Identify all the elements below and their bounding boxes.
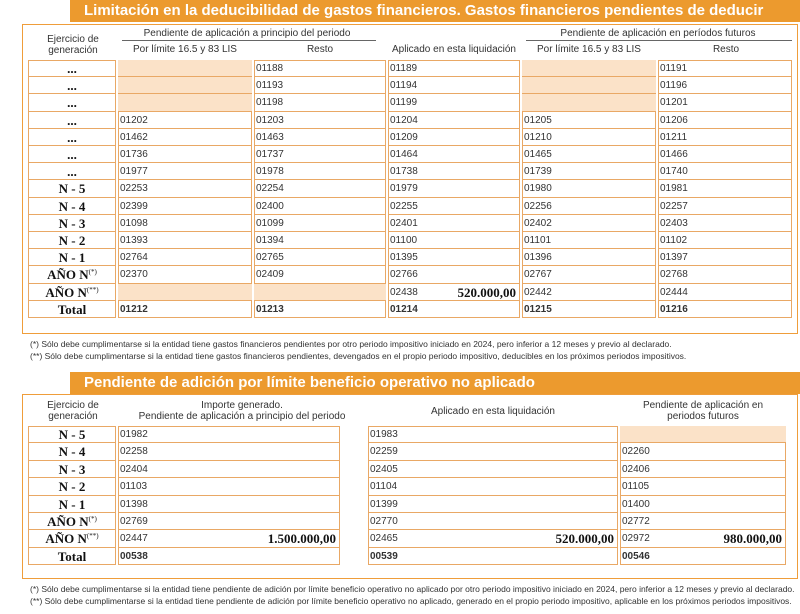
field-code: 01209 (390, 131, 418, 143)
field-code: 02770 (370, 516, 398, 527)
field-code: 02253 (120, 183, 148, 195)
field-cell[interactable] (658, 163, 792, 180)
field-cell[interactable] (254, 266, 386, 283)
field-cell[interactable] (388, 94, 520, 111)
row-label-2 (28, 461, 116, 478)
field-cell[interactable] (118, 496, 340, 513)
row-label-1 (28, 215, 116, 232)
field-code: 01979 (390, 183, 418, 195)
field-code: 01202 (120, 114, 148, 126)
section1-title: Limitación en la deducibilidad de gastos financieros. Gastos financieros pendientes de deducir (70, 0, 800, 22)
field-cell (522, 94, 656, 111)
field-cell[interactable] (118, 301, 252, 318)
field-code: 01213 (256, 303, 284, 315)
hdr-pendiente-principio: Pendiente de aplicación a principio del periodo (143, 28, 351, 39)
field-value: 520.000,00 (457, 284, 516, 300)
field-code: 01104 (370, 481, 398, 493)
field-code: 01400 (622, 498, 650, 510)
field-cell[interactable] (368, 443, 618, 460)
field-code: 02438 (390, 286, 418, 298)
field-cell[interactable] (388, 146, 520, 163)
field-cell[interactable] (522, 284, 656, 301)
hdr-line-2 (526, 40, 792, 41)
field-cell[interactable] (620, 496, 786, 513)
row-label-1 (28, 129, 116, 146)
field-cell[interactable] (658, 301, 792, 318)
field-cell[interactable] (658, 198, 792, 215)
row-label-1 (28, 94, 116, 111)
field-code: 01194 (390, 80, 418, 92)
field-code: 02447 (120, 533, 148, 545)
field-cell[interactable] (522, 198, 656, 215)
field-cell[interactable] (522, 146, 656, 163)
field-cell (118, 60, 252, 77)
field-code: 02465 (370, 533, 398, 545)
field-cell[interactable] (254, 94, 386, 111)
field-cell[interactable] (368, 548, 618, 565)
total-label-1 (28, 301, 116, 318)
field-code: 01981 (660, 183, 688, 195)
row-label-text: AÑO N (47, 514, 89, 529)
field-cell[interactable] (522, 163, 656, 180)
row-label-2 (28, 443, 116, 460)
field-code: 02259 (370, 446, 398, 458)
field-code: 02254 (256, 183, 284, 195)
field-code: 01740 (660, 166, 688, 178)
field-cell[interactable] (522, 215, 656, 232)
field-code: 01978 (256, 166, 284, 178)
field-code: 01983 (370, 429, 398, 440)
row-label-1 (28, 163, 116, 180)
field-code: 01982 (120, 429, 148, 440)
field-cell (522, 60, 656, 77)
row-label-1 (28, 198, 116, 215)
row-label-1 (28, 266, 116, 283)
field-code: 02767 (524, 269, 552, 281)
field-cell[interactable] (388, 77, 520, 94)
field-code: 01215 (524, 303, 552, 315)
field-cell[interactable] (658, 266, 792, 283)
field-cell[interactable] (118, 478, 340, 495)
field-cell (118, 284, 252, 301)
field-code: 01210 (524, 131, 552, 143)
field-code: 02402 (524, 217, 552, 229)
field-cell[interactable] (118, 180, 252, 197)
row-label-2 (28, 513, 116, 530)
field-cell[interactable] (118, 163, 252, 180)
section-adicion (0, 370, 800, 614)
row-label-1 (28, 249, 116, 266)
field-code: 01394 (256, 235, 284, 246)
field-cell[interactable] (254, 198, 386, 215)
field-cell[interactable] (254, 163, 386, 180)
field-code: 01105 (622, 481, 650, 493)
field-cell[interactable] (658, 232, 792, 249)
field-cell[interactable] (620, 478, 786, 495)
field-cell[interactable] (388, 284, 520, 301)
field-code: 02766 (390, 269, 418, 281)
section2-title: Pendiente de adición por límite beneficio operativo no aplicado (70, 372, 800, 394)
field-code: 01398 (120, 498, 148, 510)
field-code: 01212 (120, 303, 148, 315)
field-code: 01399 (370, 498, 398, 510)
field-code: 02406 (622, 463, 650, 475)
field-code: 01393 (120, 235, 148, 246)
row-label-text: AÑO N (45, 284, 87, 300)
hdr-resto: Resto (306, 44, 334, 55)
field-code: 02370 (120, 269, 148, 281)
field-code: 01099 (256, 217, 284, 229)
row-label-1 (28, 112, 116, 129)
field-cell[interactable] (254, 77, 386, 94)
field-code: 01101 (524, 235, 552, 246)
row-label-text: N - 3 (58, 461, 86, 477)
field-cell[interactable] (658, 249, 792, 266)
field-cell[interactable] (118, 249, 252, 266)
field-code: 02764 (120, 252, 148, 264)
note2-a: (*) Sólo debe cumplimentarse si la entidad tiene pendiente de adición por límite beneficio operativo no aplicado por otro periodo impositivo iniciado en 2024, pero inferior a 12 meses y previo al declarado. (30, 584, 795, 594)
field-cell[interactable] (118, 426, 340, 443)
field-cell[interactable] (388, 163, 520, 180)
field-cell[interactable] (620, 461, 786, 478)
row-label-text: N - 2 (58, 233, 86, 248)
field-code: 02409 (256, 269, 284, 281)
field-cell[interactable] (254, 146, 386, 163)
field-code: 01103 (120, 481, 148, 493)
hdr-por-limite-f: Por límite 16.5 y 83 LIS (537, 44, 641, 55)
row-label-1 (28, 77, 116, 94)
field-cell[interactable] (620, 443, 786, 460)
field-code: 01463 (256, 131, 284, 143)
row-label-text: N - 5 (58, 427, 86, 442)
field-cell (254, 284, 386, 301)
field-code: 01193 (256, 80, 284, 92)
row-label-text: AÑO N (45, 531, 87, 547)
field-code: 02255 (390, 200, 418, 212)
field-cell[interactable] (388, 60, 520, 77)
field-code: 02769 (120, 516, 148, 527)
field-cell[interactable] (658, 284, 792, 301)
field-code: 02256 (524, 200, 552, 212)
field-cell[interactable] (118, 266, 252, 283)
field-cell[interactable] (118, 129, 252, 146)
note1-a: (*) Sólo debe cumplimentarse si la entidad tiene gastos financieros pendientes por otro periodo impositivo iniciado en 2024, pero inferior a 12 meses y previo al declarado. (30, 339, 672, 349)
field-cell[interactable] (658, 129, 792, 146)
field-cell[interactable] (658, 180, 792, 197)
field-code: 01396 (524, 252, 552, 264)
field-cell[interactable] (522, 266, 656, 283)
field-code: 01466 (660, 149, 688, 160)
field-cell[interactable] (388, 180, 520, 197)
field-code: 01199 (390, 97, 418, 109)
row-label-1 (28, 284, 116, 301)
field-code: 02765 (256, 252, 284, 264)
row-label-1 (28, 146, 116, 163)
field-code: 01206 (660, 114, 688, 126)
field-cell[interactable] (658, 77, 792, 94)
hdr-pendiente-2: Pendiente de aplicación en periodos futuros (642, 400, 764, 422)
field-cell[interactable] (118, 548, 340, 565)
field-cell[interactable] (254, 112, 386, 129)
row-label-1 (28, 232, 116, 249)
field-code: 01188 (256, 63, 284, 74)
field-code: 01739 (524, 166, 552, 178)
field-cell[interactable] (254, 180, 386, 197)
field-value: 1.500.000,00 (267, 531, 336, 547)
row-label-1 (28, 60, 116, 77)
field-cell[interactable] (388, 198, 520, 215)
field-cell[interactable] (522, 301, 656, 318)
field-code: 01980 (524, 183, 552, 195)
field-code: 01203 (256, 114, 284, 126)
field-code: 02442 (524, 286, 552, 298)
row-label-text: ... (67, 95, 77, 111)
field-cell[interactable] (658, 94, 792, 111)
field-cell[interactable] (368, 478, 618, 495)
field-cell[interactable] (522, 232, 656, 249)
field-code: 01216 (660, 303, 688, 315)
field-cell[interactable] (118, 513, 340, 530)
field-cell[interactable] (118, 232, 252, 249)
field-cell[interactable] (118, 198, 252, 215)
field-cell[interactable] (388, 112, 520, 129)
field-code: 01464 (390, 149, 418, 160)
row-label-sup: (**) (86, 532, 99, 541)
field-cell[interactable] (658, 215, 792, 232)
field-code: 00538 (120, 550, 148, 562)
total-label-2 (28, 548, 116, 565)
field-cell[interactable] (118, 461, 340, 478)
field-code: 02260 (622, 446, 650, 458)
field-cell[interactable] (522, 180, 656, 197)
field-cell[interactable] (254, 301, 386, 318)
field-cell[interactable] (620, 548, 786, 565)
field-code: 01214 (390, 303, 418, 315)
field-code: 00539 (370, 550, 398, 562)
row-label-text: ... (67, 78, 77, 94)
field-value: 520.000,00 (555, 531, 614, 547)
field-code: 01102 (660, 235, 688, 246)
row-label-text: N - 3 (58, 215, 86, 231)
field-cell[interactable] (254, 249, 386, 266)
row-label-text: N - 1 (58, 496, 86, 512)
row-label-text: ... (67, 129, 77, 145)
row-label-text: ... (67, 112, 77, 128)
field-code: 02768 (660, 269, 688, 281)
field-code: 01397 (660, 252, 688, 264)
field-code: 01462 (120, 131, 148, 143)
field-code: 01465 (524, 149, 552, 160)
field-cell[interactable] (254, 60, 386, 77)
hdr-line-1 (122, 40, 376, 41)
field-cell[interactable] (254, 129, 386, 146)
hdr-aplicado-2: Aplicado en esta liquidación (431, 406, 555, 417)
field-cell (522, 77, 656, 94)
field-cell[interactable] (368, 461, 618, 478)
field-cell[interactable] (368, 513, 618, 530)
field-cell[interactable] (522, 249, 656, 266)
field-code: 02257 (660, 200, 688, 212)
row-label-1 (28, 180, 116, 197)
field-cell[interactable] (388, 215, 520, 232)
row-label-2 (28, 426, 116, 443)
field-cell (620, 426, 786, 443)
field-code: 01198 (256, 97, 284, 109)
field-cell[interactable] (620, 513, 786, 530)
row-label-text: N - 4 (58, 444, 86, 460)
field-code: 02403 (660, 217, 688, 229)
hdr-resto-f: Resto (712, 44, 740, 55)
field-code: 01098 (120, 217, 148, 229)
row-label-text: N - 5 (58, 181, 86, 197)
field-cell[interactable] (658, 60, 792, 77)
field-cell[interactable] (658, 146, 792, 163)
field-cell[interactable] (388, 232, 520, 249)
field-cell[interactable] (118, 530, 340, 547)
field-cell[interactable] (118, 443, 340, 460)
field-value: 980.000,00 (723, 531, 782, 547)
field-code: 02399 (120, 200, 148, 212)
field-code: 00546 (622, 550, 650, 562)
field-code: 01205 (524, 114, 552, 126)
hdr-por-limite: Por límite 16.5 y 83 LIS (133, 44, 237, 55)
hdr-aplicado: Aplicado en esta liquidación (392, 44, 516, 55)
field-code: 01738 (390, 166, 418, 178)
field-code: 02400 (256, 200, 284, 212)
row-label-2 (28, 496, 116, 513)
field-cell[interactable] (118, 146, 252, 163)
hdr-importe: Importe generado. Pendiente de aplicación a principio del periodo (138, 400, 346, 422)
row-label-2 (28, 530, 116, 547)
field-cell[interactable] (388, 301, 520, 318)
row-label-text: N - 4 (58, 198, 86, 214)
field-cell (118, 94, 252, 111)
field-cell[interactable] (118, 215, 252, 232)
row-label-text: Total (57, 301, 87, 317)
row-label-sup: (*) (88, 515, 97, 523)
field-code: 01211 (660, 131, 688, 143)
field-cell[interactable] (368, 530, 618, 547)
field-cell[interactable] (368, 426, 618, 443)
note2-b: (**) Sólo debe cumplimentarse si la entidad tiene pendiente de adición por límite beneficio operativo no aplicado, generado en el propio periodo impositivo, aplicable en los próximos periodos impositivos. (30, 596, 792, 606)
row-label-text: ... (67, 147, 77, 162)
field-code: 02444 (660, 286, 688, 298)
field-cell[interactable] (368, 496, 618, 513)
row-label-text: Total (57, 548, 87, 564)
field-code: 01100 (390, 235, 418, 246)
row-label-text: ... (67, 61, 77, 76)
field-code: 01201 (660, 97, 688, 109)
field-code: 02258 (120, 446, 148, 458)
field-cell[interactable] (388, 266, 520, 283)
field-code: 02772 (622, 516, 650, 527)
row-label-text: N - 2 (58, 479, 86, 495)
hdr-ejercicio-2: Ejercicio de generación (47, 400, 99, 422)
field-cell[interactable] (254, 232, 386, 249)
field-code: 02401 (390, 217, 418, 229)
field-code: 01196 (660, 80, 688, 92)
field-code: 01204 (390, 114, 418, 126)
row-label-sup: (**) (86, 285, 99, 294)
note1-b: (**) Sólo debe cumplimentarse si la entidad tiene gastos financieros pendientes, devengados en el propio periodo impositivo, deducibles en los próximos periodos impositivos. (30, 351, 687, 361)
field-cell[interactable] (522, 129, 656, 146)
field-code: 01395 (390, 252, 418, 264)
row-label-text: ... (67, 164, 77, 180)
row-label-2 (28, 478, 116, 495)
field-cell (118, 77, 252, 94)
field-code: 01189 (390, 63, 418, 74)
field-code: 02972 (622, 533, 650, 545)
field-code: 01737 (256, 149, 284, 160)
hdr-pendiente-futuros: Pendiente de aplicación en períodos futuros (560, 28, 756, 39)
field-cell[interactable] (658, 112, 792, 129)
field-code: 02404 (120, 463, 148, 475)
field-code: 01191 (660, 63, 688, 74)
field-code: 01977 (120, 166, 148, 178)
field-cell[interactable] (388, 129, 520, 146)
hdr-ejercicio-1: Ejercicio de generación (47, 34, 99, 56)
field-cell[interactable] (388, 249, 520, 266)
field-cell[interactable] (620, 530, 786, 547)
row-label-sup: (*) (88, 268, 97, 277)
row-label-text: N - 1 (58, 250, 86, 266)
field-code: 02405 (370, 463, 398, 475)
field-cell[interactable] (522, 112, 656, 129)
field-code: 01736 (120, 149, 148, 160)
field-cell[interactable] (254, 215, 386, 232)
row-label-text: AÑO N (47, 267, 89, 283)
field-cell[interactable] (118, 112, 252, 129)
